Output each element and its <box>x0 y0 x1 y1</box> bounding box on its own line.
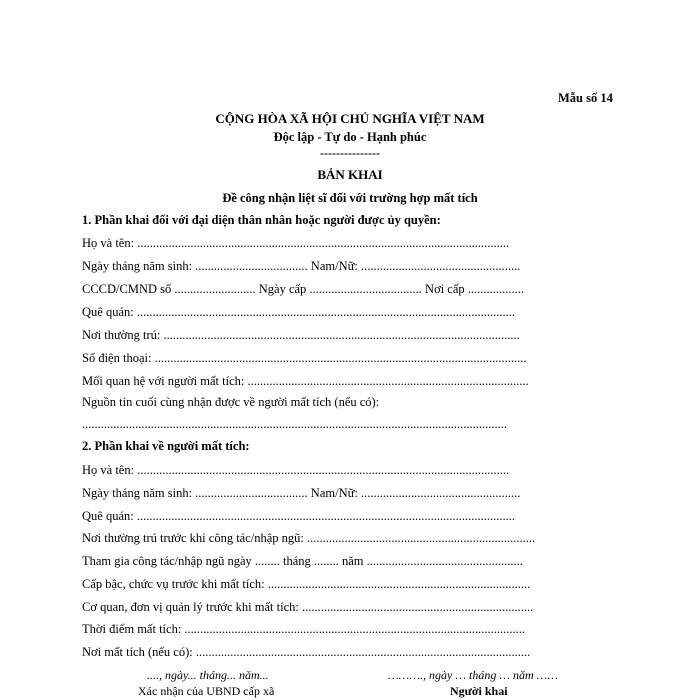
form-line: Quê quán: ......................................................................................................................... <box>82 509 515 523</box>
form-line: Số điện thoại: ....................................................................................................................... <box>82 351 527 365</box>
form-line: Cấp bậc, chức vụ trước khi mất tích: .................................................................................... <box>82 577 531 591</box>
motto: Độc lập - Tự do - Hạnh phúc <box>273 130 427 144</box>
form-line: Cơ quan, đơn vị quản lý trước khi mất tích: .......................................................................... <box>82 600 534 614</box>
separator: --------------- <box>320 146 380 160</box>
form-line: Họ và tên: ....................................................................................................................... <box>82 236 510 250</box>
document-subtitle: Đề công nhận liệt sĩ đối với trường hợp mất tích <box>222 191 478 205</box>
form-line: Mối quan hệ với người mất tích: .......................................................................................... <box>82 374 529 388</box>
form-line: Nguồn tin cuối cùng nhận được về người mất tích (nếu có): <box>82 395 380 409</box>
document-title: BẢN KHAI <box>317 167 383 182</box>
section1-heading: 1. Phần khai đối với đại diện thân nhân hoặc người được ủy quyền: <box>82 213 441 227</box>
left-signature-date: ...., ngày... tháng... năm... <box>147 668 269 682</box>
form-line: Tham gia công tác/nhập ngũ ngày ........ tháng ........ năm .................................................. <box>82 554 523 568</box>
form-line: Ngày tháng năm sinh: .................................... Nam/Nữ: ................................................... <box>82 486 521 500</box>
form-line: Họ và tên: ....................................................................................................................... <box>82 463 510 477</box>
section2-heading: 2. Phần khai về người mất tích: <box>82 439 250 453</box>
right-signature-title: Người khai <box>450 684 508 698</box>
left-signature-title: Xác nhận của UBND cấp xã <box>138 684 275 698</box>
form-line: Nơi thường trú trước khi công tác/nhập ngũ: ......................................................................... <box>82 531 536 545</box>
form-line: CCCD/CMND số .......................... Ngày cấp .................................... Nơi cấp .................. <box>82 282 525 296</box>
form-number: Mẫu số 14 <box>558 91 613 105</box>
form-line: Nơi thường trú: .................................................................................................................. <box>82 328 520 342</box>
right-signature-date: ………., ngày … tháng … năm …… <box>388 668 559 682</box>
country-heading: CỘNG HÒA XÃ HỘI CHỦ NGHĨA VIỆT NAM <box>215 111 485 126</box>
form-line: Quê quán: ......................................................................................................................... <box>82 305 515 319</box>
form-line: Nơi mất tích (nếu có): ........................................................................................................... <box>82 645 531 659</box>
form-line: Thời điểm mất tích: ............................................................................................................. <box>82 622 526 636</box>
form-line: Ngày tháng năm sinh: .................................... Nam/Nữ: ................................................... <box>82 259 521 273</box>
form-line: ........................................................................................................................................ <box>82 417 507 431</box>
